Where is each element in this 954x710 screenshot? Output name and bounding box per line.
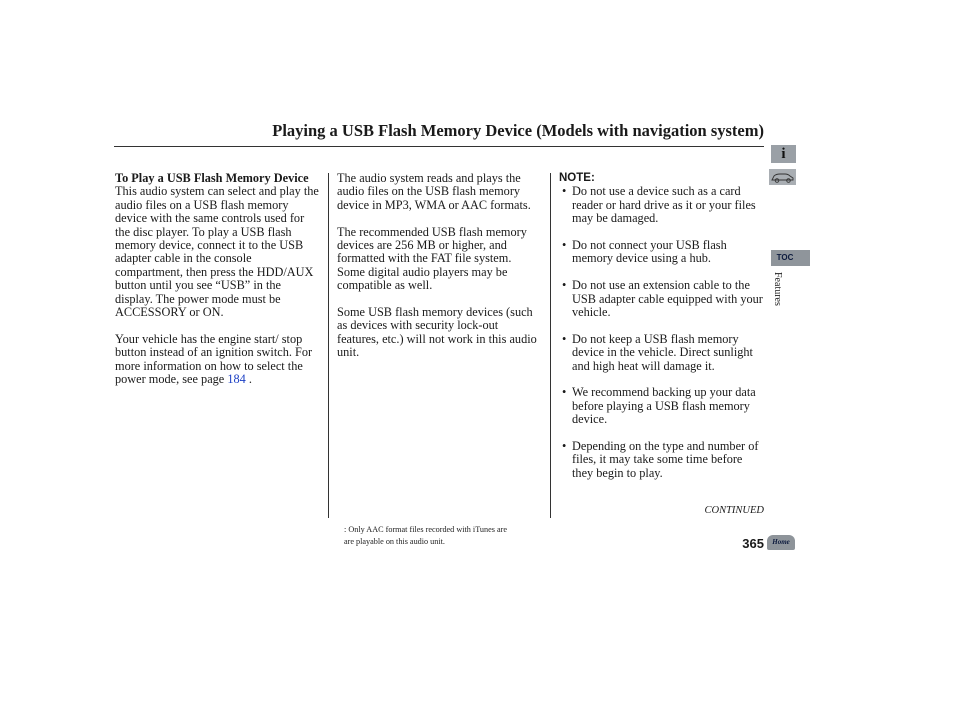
note-item: • Depending on the type and number of files, it may take some time before they begin to play. (559, 440, 766, 480)
section-heading: To Play a USB Flash Memory Device (115, 171, 309, 185)
home-button[interactable] (767, 535, 795, 550)
footnote (344, 524, 564, 548)
footnote-line-2: are playable on this audio unit. (344, 537, 445, 546)
note-list (559, 185, 766, 480)
note-item: • Do not use an extension cable to the USB adapter cable equipped with your vehicle. (559, 279, 766, 319)
car-icon (769, 169, 796, 185)
column-1 (115, 172, 321, 400)
page-184-link[interactable]: 184 (227, 372, 246, 387)
note-item: • Do not use a device such as a card reader or hard drive as it or your files may be damaged. (559, 185, 766, 225)
column-2 (337, 172, 539, 373)
column-3 (559, 172, 766, 494)
vehicle-tab-button[interactable] (769, 169, 796, 185)
incompatible-devices-paragraph: Some USB flash memory devices (such as devices with security lock-out features, etc.) will not work in this audio unit. (337, 305, 537, 360)
power-mode-paragraph (115, 333, 321, 387)
intro-paragraph: This audio system can select and play the audio files on a USB flash memory device with the same controls used for the disc player. To play a USB flash memory device, connect it to the USB adapter cable in the console compartment, then press the HDD/AUX button until you see “USB” in the display. The power mode must be ACCESSORY or ON. (115, 184, 319, 320)
page-title: Playing a USB Flash Memory Device (Models with navigation system) (272, 121, 764, 140)
page-number: 365 (742, 536, 764, 551)
toc-label: TOC (776, 253, 794, 262)
title-rule (114, 146, 764, 147)
power-mode-text: Your vehicle has the engine start/ stop button instead of an ignition switch. For more information on how to select the power mode, see page (115, 331, 313, 387)
info-tab-button[interactable] (771, 145, 796, 163)
column-divider-2 (550, 173, 551, 518)
recommended-devices-paragraph: The recommended USB flash memory devices are 256 MB or higher, and formatted with the FAT file system. Some digital audio players may be compatible as well. (337, 224, 527, 293)
toc-button[interactable] (771, 250, 810, 266)
continued-label: CONTINUED (704, 505, 764, 516)
column-divider-1 (328, 173, 329, 518)
note-item: • We recommend backing up your data before playing a USB flash memory device. (559, 386, 766, 426)
footnote-line-1: : Only AAC format files recorded with iTunes are (344, 525, 507, 534)
info-icon: i (781, 146, 786, 162)
power-mode-end: . (245, 372, 252, 387)
note-item: • Do not connect your USB flash memory device using a hub. (559, 239, 766, 266)
note-item: • Do not keep a USB flash memory device in the vehicle. Direct sunlight and high heat will damage it. (559, 333, 766, 373)
formats-paragraph: The audio system reads and plays the audio files on the USB flash memory device in MP3, WMA or AAC formats. (337, 171, 531, 212)
section-side-label: Features (772, 272, 783, 306)
note-label: NOTE: (559, 172, 595, 184)
home-label: Home (772, 538, 790, 546)
